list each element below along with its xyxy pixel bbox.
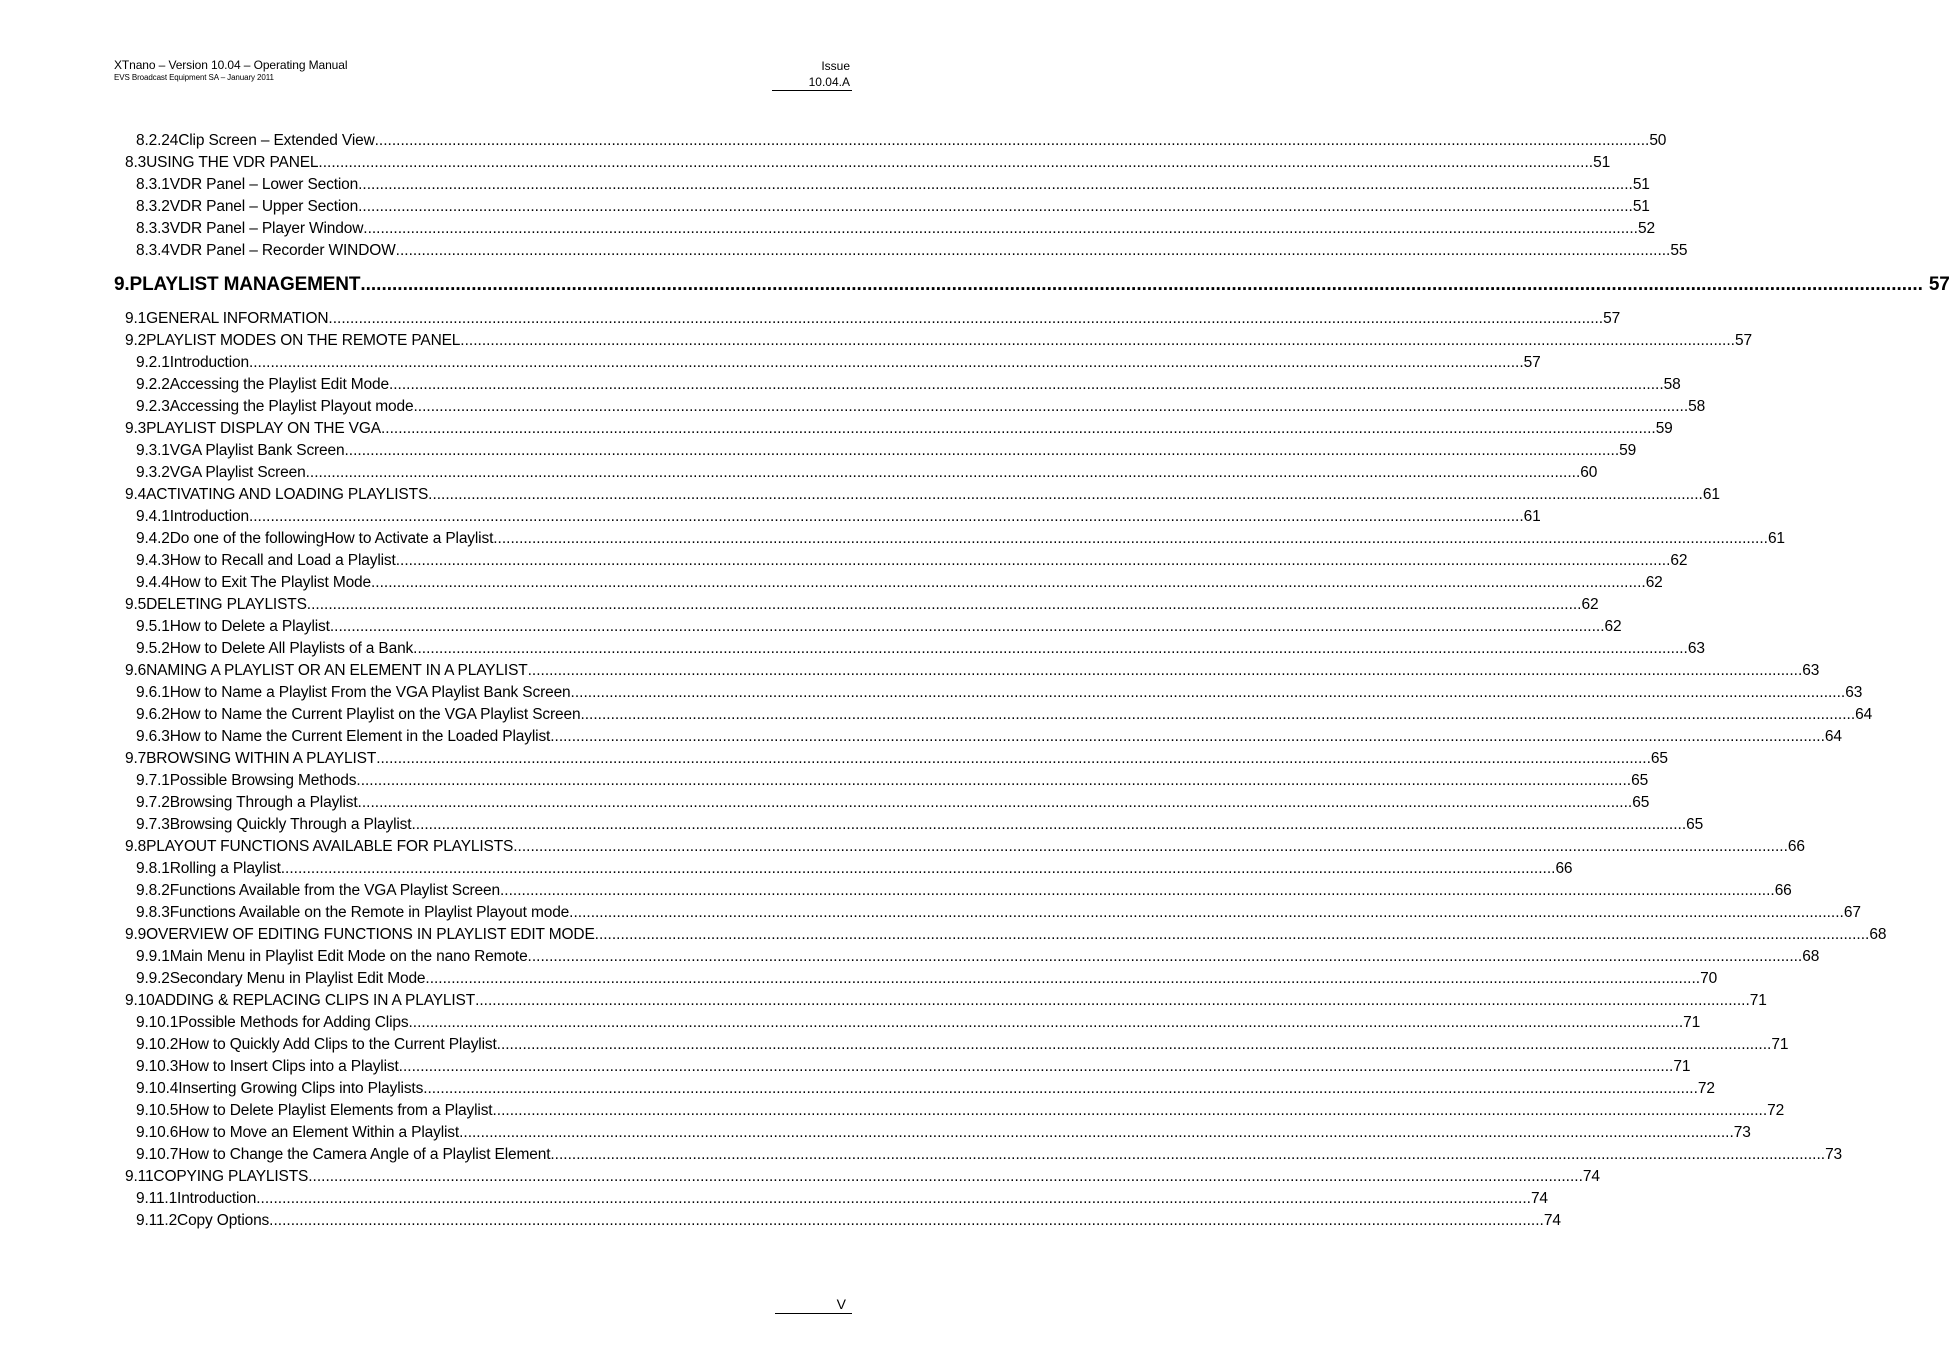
toc-dot-leader <box>249 352 1524 374</box>
footer-divider <box>775 1313 852 1314</box>
toc-dot-leader <box>363 218 1638 240</box>
toc-entry[interactable] <box>114 550 1688 572</box>
toc-entry-number: 9.11.2 <box>136 1212 178 1229</box>
toc-dot-leader <box>269 1210 1544 1232</box>
toc-dot-leader <box>344 440 1619 462</box>
toc-entry[interactable] <box>114 770 1649 792</box>
toc-entry[interactable] <box>114 814 1704 836</box>
toc-dot-leader <box>381 418 1656 440</box>
toc-entry-page: 59 <box>1619 442 1637 459</box>
toc-entry[interactable] <box>114 836 1805 858</box>
toc-entry-number: 9.10.6 <box>136 1124 179 1141</box>
toc-entry-number: 9.3 <box>125 420 147 437</box>
toc-entry[interactable] <box>114 218 1655 240</box>
toc-entry-title: Copy Options <box>177 1212 270 1229</box>
toc-entry-title: How to Delete Playlist Elements from a Playlist <box>178 1102 493 1119</box>
toc-dot-leader <box>493 528 1768 550</box>
toc-entry[interactable] <box>114 352 1541 374</box>
toc-dot-leader <box>396 550 1671 572</box>
toc-entry[interactable] <box>114 506 1541 528</box>
toc-entry-number: 9.4.4 <box>136 574 170 591</box>
toc-entry[interactable] <box>114 990 1767 1012</box>
toc-entry[interactable] <box>114 858 1573 880</box>
toc-entry-number: 9.6 <box>125 662 147 679</box>
toc-entry-page: 65 <box>1632 794 1650 811</box>
toc-entry[interactable] <box>114 130 1667 152</box>
toc-entry-number: 9.5.2 <box>136 640 170 657</box>
toc-entry-title: VGA Playlist Bank Screen <box>169 442 345 459</box>
toc-entry-page: 62 <box>1645 574 1663 591</box>
toc-entry[interactable] <box>114 440 1637 462</box>
toc-entry-number: 9.7.3 <box>136 816 170 833</box>
toc-entry[interactable] <box>114 1166 1600 1188</box>
document-publisher: EVS Broadcast Equipment SA – January 2011 <box>114 73 274 82</box>
toc-entry[interactable] <box>114 528 1785 550</box>
toc-entry-number: 9.7.2 <box>136 794 170 811</box>
toc-dot-leader <box>423 1078 1698 1100</box>
toc-entry-number: 9.4.2 <box>136 530 170 547</box>
toc-entry-title: How to Delete All Playlists of a Bank <box>169 640 414 657</box>
toc-entry-page: 66 <box>1774 882 1792 899</box>
toc-entry-number: 9.2.3 <box>136 398 170 415</box>
toc-dot-leader <box>595 924 1870 946</box>
toc-entry-page: 57 <box>1734 332 1752 349</box>
toc-entry[interactable] <box>114 792 1650 814</box>
header-divider <box>772 90 852 91</box>
toc-entry[interactable] <box>114 572 1663 594</box>
toc-entry[interactable] <box>114 880 1792 902</box>
toc-dot-leader <box>249 506 1524 528</box>
toc-entry-number: 9.8.1 <box>136 860 170 877</box>
toc-entry-number: 9.10.3 <box>136 1058 179 1075</box>
toc-entry-number: 9.4.1 <box>136 508 170 525</box>
toc-dot-leader <box>500 880 1775 902</box>
toc-entry-page: 61 <box>1767 530 1785 547</box>
toc-entry[interactable] <box>114 1012 1701 1034</box>
toc-entry[interactable] <box>114 374 1681 396</box>
toc-entry-title: Do one of the followingHow to Activate a Playlist <box>169 530 494 547</box>
toc-entry[interactable] <box>114 704 1873 726</box>
toc-entry[interactable] <box>114 726 1842 748</box>
toc-entry-title: How to Name the Current Playlist on the VGA Playlist Screen <box>169 706 581 723</box>
toc-entry-title: Functions Available from the VGA Playlist Screen <box>169 882 500 899</box>
toc-entry-page: 71 <box>1771 1036 1789 1053</box>
toc-entry-number: 8.2.24 <box>136 132 179 149</box>
toc-entry-page: 68 <box>1802 948 1820 965</box>
toc-dot-leader <box>492 1100 1767 1122</box>
toc-dot-leader <box>328 308 1603 330</box>
toc-dot-leader <box>358 196 1633 218</box>
toc-dot-leader <box>358 174 1633 196</box>
toc-entry-page: 51 <box>1632 176 1650 193</box>
toc-dot-leader <box>428 484 1703 506</box>
toc-entry-number: 9.7.1 <box>136 772 170 789</box>
toc-dot-leader <box>256 1188 1531 1210</box>
toc-entry-page: 62 <box>1581 596 1599 613</box>
toc-entry-page: 58 <box>1663 376 1681 393</box>
toc-dot-leader <box>376 748 1651 770</box>
toc-dot-leader <box>413 396 1688 418</box>
toc-entry-title: VDR Panel – Upper Section <box>169 198 359 215</box>
toc-dot-leader <box>550 726 1825 748</box>
toc-entry-number: 9.9.2 <box>136 970 170 987</box>
toc-entry[interactable] <box>114 462 1598 484</box>
toc-entry-title: Introduction <box>169 508 249 525</box>
toc-entry-page: 73 <box>1733 1124 1751 1141</box>
toc-dot-leader <box>281 858 1556 880</box>
toc-entry-title: Secondary Menu in Playlist Edit Mode <box>169 970 426 987</box>
toc-entry-title: VDR Panel – Recorder WINDOW <box>169 242 396 259</box>
toc-entry-number: 8.3.3 <box>136 220 170 237</box>
toc-entry-title: Accessing the Playlist Playout mode <box>169 398 414 415</box>
toc-entry-title: OVERVIEW OF EDITING FUNCTIONS IN PLAYLIST EDIT MODE <box>146 926 595 943</box>
toc-entry-page: 64 <box>1855 706 1873 723</box>
toc-dot-leader <box>330 616 1605 638</box>
toc-entry-number: 9.3.1 <box>136 442 170 459</box>
toc-entry-number: 9.8.2 <box>136 882 170 899</box>
toc-chapter-entry[interactable] <box>114 268 1950 302</box>
toc-entry-title: Possible Browsing Methods <box>169 772 357 789</box>
toc-dot-leader <box>360 268 1923 302</box>
toc-entry-title: Functions Available on the Remote in Playlist Playout mode <box>169 904 570 921</box>
toc-entry-number: 8.3.1 <box>136 176 170 193</box>
toc-entry[interactable] <box>114 902 1861 924</box>
toc-entry-page: 55 <box>1670 242 1688 259</box>
toc-dot-leader <box>580 704 1855 726</box>
toc-entry-page: 59 <box>1655 420 1673 437</box>
toc-entry-number: 9.8 <box>125 838 147 855</box>
toc-entry[interactable] <box>114 308 1621 330</box>
toc-dot-leader <box>513 836 1788 858</box>
toc-entry-number: 9.2.1 <box>136 354 170 371</box>
toc-entry[interactable] <box>114 924 1887 946</box>
toc-entry-page: 71 <box>1673 1058 1691 1075</box>
toc-entry-title: VDR Panel – Lower Section <box>169 176 359 193</box>
toc-entry-page: 68 <box>1869 926 1887 943</box>
toc-entry-number: 9.9 <box>125 926 147 943</box>
toc-entry-number: 9.5 <box>125 596 147 613</box>
toc-entry-title: ACTIVATING AND LOADING PLAYLISTS <box>146 486 429 503</box>
toc-dot-leader <box>356 770 1631 792</box>
toc-entry[interactable] <box>114 196 1650 218</box>
toc-entry-page: 51 <box>1593 154 1611 171</box>
document-title: XTnano – Version 10.04 – Operating Manual <box>114 58 348 72</box>
toc-entry-number: 9.4.3 <box>136 552 170 569</box>
toc-entry-number: 9.3.2 <box>136 464 170 481</box>
toc-entry-page: 74 <box>1582 1168 1600 1185</box>
toc-dot-leader <box>396 240 1671 262</box>
toc-dot-leader <box>408 1012 1683 1034</box>
toc-entry-title: DELETING PLAYLISTS <box>146 596 307 613</box>
toc-entry-page: 57 <box>1928 274 1950 295</box>
toc-entry-page: 51 <box>1632 198 1650 215</box>
toc-entry-title: How to Move an Element Within a Playlist <box>178 1124 460 1141</box>
toc-entry-number: 9.10.1 <box>136 1014 179 1031</box>
toc-entry-title: Rolling a Playlist <box>169 860 281 877</box>
toc-entry-page: 66 <box>1787 838 1805 855</box>
toc-entry[interactable] <box>114 152 1611 174</box>
toc-entry-title: How to Delete a Playlist <box>169 618 330 635</box>
toc-entry-page: 60 <box>1580 464 1598 481</box>
toc-entry-number: 9.2 <box>125 332 147 349</box>
toc-entry-page: 63 <box>1802 662 1820 679</box>
toc-dot-leader <box>306 462 1581 484</box>
toc-entry-title: Clip Screen – Extended View <box>178 132 375 149</box>
toc-entry-page: 64 <box>1824 728 1842 745</box>
toc-entry-number: 9.10.7 <box>136 1146 179 1163</box>
toc-entry-title: How to Recall and Load a Playlist <box>169 552 396 569</box>
toc-entry-title: How to Exit The Playlist Mode <box>169 574 371 591</box>
toc-entry-page: 72 <box>1697 1080 1715 1097</box>
toc-entry[interactable] <box>114 240 1688 262</box>
toc-entry-title: Accessing the Playlist Edit Mode <box>169 376 389 393</box>
toc-entry-number: 8.3.2 <box>136 198 170 215</box>
toc-dot-leader <box>528 660 1803 682</box>
toc-entry-number: 9.6.3 <box>136 728 170 745</box>
toc-entry-page: 72 <box>1767 1102 1785 1119</box>
toc-dot-leader <box>375 130 1650 152</box>
toc-entry-title: Introduction <box>169 354 249 371</box>
toc-entry-title: ADDING & REPLACING CLIPS IN A PLAYLIST <box>154 992 476 1009</box>
issue-value: 10.04.A <box>808 75 850 89</box>
toc-entry-title: PLAYLIST MANAGEMENT <box>129 274 361 295</box>
toc-entry-number: 9.4 <box>125 486 147 503</box>
toc-entry-page: 65 <box>1686 816 1704 833</box>
toc-entry-title: Main Menu in Playlist Edit Mode on the nano Remote <box>169 948 528 965</box>
toc-dot-leader <box>497 1034 1772 1056</box>
toc-entry-number: 9.6.1 <box>136 684 170 701</box>
toc-entry[interactable] <box>114 968 1718 990</box>
toc-entry[interactable] <box>114 638 1705 660</box>
toc-entry-page: 71 <box>1749 992 1767 1009</box>
toc-entry-number: 9.9.1 <box>136 948 170 965</box>
toc-entry[interactable] <box>114 946 1820 968</box>
toc-entry-page: 52 <box>1637 220 1655 237</box>
toc-entry-title: NAMING A PLAYLIST OR AN ELEMENT IN A PLAYLIST <box>146 662 528 679</box>
toc-entry-title: How to Quickly Add Clips to the Current Playlist <box>178 1036 497 1053</box>
toc-entry[interactable] <box>114 1210 1561 1232</box>
toc-entry-number: 9.11.1 <box>136 1190 178 1207</box>
toc-entry-title: VGA Playlist Screen <box>169 464 306 481</box>
toc-entry-title: COPYING PLAYLISTS <box>153 1168 309 1185</box>
toc-entry-page: 74 <box>1530 1190 1548 1207</box>
toc-dot-leader <box>389 374 1664 396</box>
toc-entry-page: 58 <box>1688 398 1706 415</box>
toc-entry-page: 74 <box>1543 1212 1561 1229</box>
toc-entry-title: USING THE VDR PANEL <box>146 154 319 171</box>
toc-entry-number: 9.1 <box>125 310 147 327</box>
toc-entry[interactable] <box>114 1100 1785 1122</box>
toc-entry-number: 9.6.2 <box>136 706 170 723</box>
toc-dot-leader <box>425 968 1700 990</box>
toc-entry-title: Inserting Growing Clips into Playlists <box>178 1080 424 1097</box>
toc-dot-leader <box>569 902 1844 924</box>
toc-entry[interactable] <box>114 1034 1789 1056</box>
toc-dot-leader <box>459 1122 1734 1144</box>
toc-entry-number: 9.5.1 <box>136 618 170 635</box>
toc-entry-title: PLAYOUT FUNCTIONS AVAILABLE FOR PLAYLISTS <box>146 838 514 855</box>
toc-entry-number: 9.10.2 <box>136 1036 179 1053</box>
issue-block <box>809 58 850 90</box>
toc-entry[interactable] <box>114 682 1863 704</box>
toc-dot-leader <box>318 152 1593 174</box>
toc-entry[interactable] <box>114 1056 1691 1078</box>
toc-entry[interactable] <box>114 1188 1548 1210</box>
toc-dot-leader <box>460 330 1735 352</box>
toc-entry-number: 9.7 <box>125 750 147 767</box>
toc-entry-title: Introduction <box>177 1190 257 1207</box>
toc-dot-leader <box>399 1056 1674 1078</box>
toc-entry-page: 70 <box>1700 970 1718 987</box>
toc-entry-title: How to Change the Camera Angle of a Playlist Element <box>178 1146 551 1163</box>
toc-entry-title: How to Insert Clips into a Playlist <box>178 1058 399 1075</box>
toc-entry-page: 73 <box>1825 1146 1843 1163</box>
toc-entry-page: 63 <box>1687 640 1705 657</box>
toc-entry-title: PLAYLIST MODES ON THE REMOTE PANEL <box>146 332 461 349</box>
toc-dot-leader <box>307 594 1582 616</box>
toc-dot-leader <box>571 682 1846 704</box>
toc-entry-title: How to Name a Playlist From the VGA Playlist Bank Screen <box>169 684 571 701</box>
toc-dot-leader <box>528 946 1803 968</box>
toc-entry-page: 65 <box>1650 750 1668 767</box>
toc-entry-page: 57 <box>1523 354 1541 371</box>
toc-entry-title: Possible Methods for Adding Clips <box>178 1014 409 1031</box>
toc-entry[interactable] <box>114 174 1650 196</box>
toc-entry-number: 8.3 <box>125 154 147 171</box>
toc-entry-page: 66 <box>1555 860 1573 877</box>
toc-dot-leader <box>475 990 1750 1012</box>
toc-entry[interactable] <box>114 1078 1715 1100</box>
toc-entry[interactable] <box>114 748 1668 770</box>
toc-entry-title: VDR Panel – Player Window <box>169 220 364 237</box>
toc-entry-number: 8.3.4 <box>136 242 170 259</box>
page-number: V <box>836 1296 846 1312</box>
toc-entry[interactable] <box>114 396 1706 418</box>
toc-entry[interactable] <box>114 330 1752 352</box>
toc-entry[interactable] <box>114 594 1599 616</box>
toc-entry-page: 67 <box>1843 904 1861 921</box>
toc-entry-number: 9.10 <box>125 992 155 1009</box>
toc-entry-page: 62 <box>1670 552 1688 569</box>
issue-label: Issue <box>821 59 850 73</box>
toc-entry-title: Browsing Quickly Through a Playlist <box>169 816 412 833</box>
toc-entry-page: 65 <box>1631 772 1649 789</box>
toc-entry-number: 9. <box>114 274 130 295</box>
toc-entry[interactable] <box>114 1144 1843 1166</box>
toc-dot-leader <box>550 1144 1825 1166</box>
toc-entry-page: 61 <box>1702 486 1720 503</box>
toc-dot-leader <box>413 638 1688 660</box>
toc-entry-number: 9.8.3 <box>136 904 170 921</box>
toc-entry-number: 9.2.2 <box>136 376 170 393</box>
toc-entry[interactable] <box>114 616 1622 638</box>
toc-dot-leader <box>371 572 1646 594</box>
page-header <box>114 58 347 83</box>
toc-dot-leader <box>308 1166 1583 1188</box>
toc-entry-number: 9.10.5 <box>136 1102 179 1119</box>
toc-entry-title: GENERAL INFORMATION <box>146 310 329 327</box>
toc-entry-title: BROWSING WITHIN A PLAYLIST <box>146 750 377 767</box>
toc-entry-title: How to Name the Current Element in the Loaded Playlist <box>169 728 551 745</box>
toc-entry[interactable] <box>114 1122 1751 1144</box>
toc-entry-number: 9.10.4 <box>136 1080 179 1097</box>
toc-entry-page: 50 <box>1649 132 1667 149</box>
toc-entry[interactable] <box>114 660 1820 682</box>
toc-entry[interactable] <box>114 418 1673 440</box>
toc-entry-title: PLAYLIST DISPLAY ON THE VGA <box>146 420 381 437</box>
toc-dot-leader <box>411 814 1686 836</box>
toc-entry-page: 61 <box>1523 508 1541 525</box>
table-of-contents <box>114 130 1950 1232</box>
toc-entry-page: 63 <box>1845 684 1863 701</box>
toc-entry-page: 71 <box>1683 1014 1701 1031</box>
toc-entry[interactable] <box>114 484 1720 506</box>
toc-dot-leader <box>358 792 1633 814</box>
toc-entry-page: 62 <box>1604 618 1622 635</box>
toc-entry-title: Browsing Through a Playlist <box>169 794 358 811</box>
toc-entry-page: 57 <box>1603 310 1621 327</box>
toc-entry-number: 9.11 <box>125 1168 154 1185</box>
